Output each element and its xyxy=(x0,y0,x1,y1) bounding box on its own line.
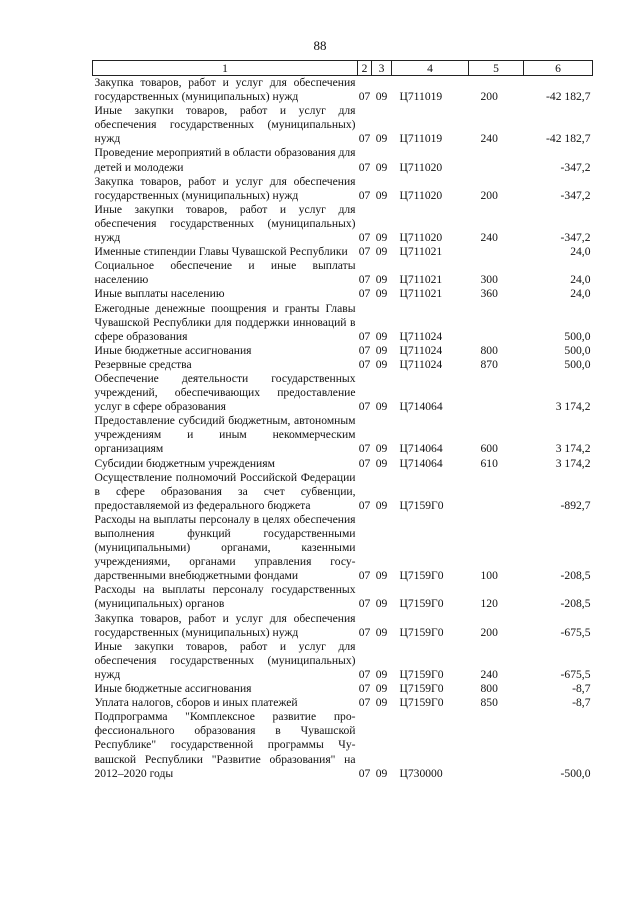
row-amount-cell: 500,0 xyxy=(564,343,591,357)
row-section-cell: 07 xyxy=(358,766,371,780)
row-section-cell: 07 xyxy=(358,245,371,259)
row-name-cell: Обеспечение деятельности государственных учреждений, обеспечивающих предоставление услуг в сфере образования xyxy=(94,371,356,414)
row-target-article-cell: Ц711024 xyxy=(399,329,443,343)
row-section-cell: 07 xyxy=(358,132,371,146)
row-amount-cell: -42 182,7 xyxy=(546,132,591,146)
row-section-cell: 07 xyxy=(358,597,371,611)
row-expense-type-cell xyxy=(469,471,524,513)
row-expense-type-cell xyxy=(469,372,524,414)
row-expense-type-cell: 240 xyxy=(480,231,498,245)
row-subsection-cell: 09 xyxy=(375,245,388,259)
row-subsection-cell: 09 xyxy=(375,132,388,146)
row-subsection-cell: 09 xyxy=(375,273,388,287)
row-subsection-cell: 09 xyxy=(375,625,388,639)
row-amount-cell: 24,0 xyxy=(570,287,591,301)
row-name-cell: Резервные средства xyxy=(94,357,192,371)
row-subsection-cell: 09 xyxy=(375,667,388,681)
row-section-cell: 07 xyxy=(358,329,371,343)
row-expense-type-cell: 300 xyxy=(480,273,498,287)
row-target-article-cell: Ц714064 xyxy=(399,442,443,456)
row-subsection-cell: 09 xyxy=(375,287,388,301)
page-number: 88 xyxy=(313,38,327,53)
row-name-cell: Проведение мероприятий в области образования для детей и молодежи xyxy=(94,146,356,174)
table-row xyxy=(93,710,593,780)
row-amount-cell: -347,2 xyxy=(560,231,591,245)
table-body xyxy=(93,76,593,781)
row-amount-cell: 3 174,2 xyxy=(555,456,591,470)
table-row xyxy=(93,302,593,344)
row-subsection-cell: 09 xyxy=(375,357,388,371)
row-name-cell: Закупка товаров, работ и услуг для обеспечения государственных (муниципальных) нужд xyxy=(94,76,356,104)
row-section-cell: 07 xyxy=(358,343,371,357)
row-target-article-cell: Ц7159Г0 xyxy=(399,682,444,696)
row-subsection-cell: 09 xyxy=(375,400,388,414)
row-name-cell: Закупка товаров, работ и услуг для обеспечения государственных (муниципальных) нужд xyxy=(94,174,356,202)
row-expense-type-cell: 800 xyxy=(480,343,498,357)
header-row xyxy=(93,61,593,76)
row-amount-cell: -675,5 xyxy=(560,667,591,681)
row-expense-type-cell: 200 xyxy=(480,90,498,104)
row-section-cell: 07 xyxy=(358,498,371,512)
row-name-cell: Субсидии бюджетным учреждениям xyxy=(94,456,275,470)
row-amount-cell: -208,5 xyxy=(560,597,591,611)
row-target-article-cell: Ц714064 xyxy=(399,456,443,470)
row-expense-type-cell xyxy=(469,245,524,259)
row-section-cell: 07 xyxy=(358,667,371,681)
table-row xyxy=(93,203,593,245)
table-row xyxy=(93,612,593,640)
row-amount-cell: -42 182,7 xyxy=(546,90,591,104)
row-target-article-cell: Ц711021 xyxy=(399,273,443,287)
row-section-cell: 07 xyxy=(358,231,371,245)
row-section-cell: 07 xyxy=(358,569,371,583)
table-row xyxy=(93,259,593,287)
row-name-cell: Социальное обеспечение и иные выплаты населению xyxy=(94,259,356,287)
row-amount-cell: 500,0 xyxy=(564,357,591,371)
row-section-cell: 07 xyxy=(358,188,371,202)
row-target-article-cell: Ц711024 xyxy=(399,343,443,357)
row-section-cell: 07 xyxy=(358,696,371,710)
row-amount-cell: 24,0 xyxy=(570,245,591,259)
table-row xyxy=(93,104,593,146)
row-name-cell: Иные закупки товаров, работ и услуг для обеспечения государственных (муниципальных) нужд xyxy=(94,104,356,146)
budget-table xyxy=(92,60,593,781)
row-subsection-cell: 09 xyxy=(375,682,388,696)
row-target-article-cell: Ц711021 xyxy=(399,287,443,301)
row-subsection-cell: 09 xyxy=(375,160,388,174)
row-expense-type-cell xyxy=(469,302,524,344)
row-subsection-cell: 09 xyxy=(375,442,388,456)
row-section-cell: 07 xyxy=(358,287,371,301)
table-row xyxy=(93,414,593,456)
row-subsection-cell: 09 xyxy=(375,498,388,512)
table-row xyxy=(93,457,593,471)
row-expense-type-cell xyxy=(469,710,524,780)
row-section-cell: 07 xyxy=(358,160,371,174)
row-subsection-cell: 09 xyxy=(375,456,388,470)
table-row xyxy=(93,471,593,513)
table-row xyxy=(93,358,593,372)
row-expense-type-cell: 600 xyxy=(480,442,498,456)
row-amount-cell: -8,7 xyxy=(572,682,591,696)
table-row xyxy=(93,76,593,105)
row-subsection-cell: 09 xyxy=(375,188,388,202)
row-section-cell: 07 xyxy=(358,357,371,371)
row-target-article-cell: Ц714064 xyxy=(399,400,443,414)
row-expense-type-cell: 850 xyxy=(480,696,498,710)
table-row xyxy=(93,513,593,583)
row-amount-cell: -892,7 xyxy=(560,498,591,512)
row-subsection-cell: 09 xyxy=(375,231,388,245)
row-name-cell: Ежегодные денежные поощрения и гранты Главы Чувашской Республики для поддержки инноваций в сфере образования xyxy=(94,301,356,343)
row-amount-cell: -347,2 xyxy=(560,160,591,174)
row-name-cell: Осуществление полномочий Российской Федерации в сфере образования за счет субвенции, предоставляемой из федерального бюджета xyxy=(94,470,356,512)
row-section-cell: 07 xyxy=(358,400,371,414)
row-subsection-cell: 09 xyxy=(375,597,388,611)
row-amount-cell: -347,2 xyxy=(560,188,591,202)
header-col-1: 1 xyxy=(93,61,358,76)
header-col-5: 5 xyxy=(469,61,524,76)
row-amount-cell: -208,5 xyxy=(560,569,591,583)
row-amount-cell: 24,0 xyxy=(570,273,591,287)
row-expense-type-cell: 120 xyxy=(480,597,498,611)
row-amount-cell: -675,5 xyxy=(560,625,591,639)
row-expense-type-cell: 610 xyxy=(480,456,498,470)
row-target-article-cell: Ц7159Г0 xyxy=(399,696,444,710)
row-expense-type-cell: 240 xyxy=(480,667,498,681)
row-name-cell: Расходы на выплаты персоналу в целях обеспечения выполнения функций государственными (муниципальными) органами, казенными учреждениями, органами управления государственными внебюджетными фондами xyxy=(94,512,356,583)
row-subsection-cell: 09 xyxy=(375,766,388,780)
row-amount-cell: 500,0 xyxy=(564,329,591,343)
table-row xyxy=(93,344,593,358)
row-name-cell: Подпрограмма "Комплексное развитие профессионального образования в Чувашской Республике" государственной программы Чувашской Республики "Развитие образования" на 2012–2020 годы xyxy=(94,710,356,780)
row-expense-type-cell: 360 xyxy=(480,287,498,301)
row-target-article-cell: Ц7159Г0 xyxy=(399,667,444,681)
table-row xyxy=(93,245,593,259)
table-row xyxy=(93,696,593,710)
row-target-article-cell: Ц711020 xyxy=(399,188,443,202)
row-target-article-cell: Ц7159Г0 xyxy=(399,569,444,583)
row-amount-cell: -8,7 xyxy=(572,696,591,710)
row-section-cell: 07 xyxy=(358,456,371,470)
table-row xyxy=(93,287,593,301)
row-target-article-cell: Ц7159Г0 xyxy=(399,498,444,512)
row-subsection-cell: 09 xyxy=(375,569,388,583)
row-amount-cell: -500,0 xyxy=(560,766,591,780)
header-col-4: 4 xyxy=(392,61,469,76)
table-row xyxy=(93,583,593,611)
row-target-article-cell: Ц7159Г0 xyxy=(399,625,444,639)
row-name-cell: Уплата налогов, сборов и иных платежей xyxy=(94,696,298,710)
row-name-cell: Расходы на выплаты персоналу государственных (муниципальных) органов xyxy=(94,583,356,611)
header-col-3: 3 xyxy=(372,61,392,76)
row-subsection-cell: 09 xyxy=(375,343,388,357)
row-section-cell: 07 xyxy=(358,90,371,104)
table-row xyxy=(93,175,593,203)
row-name-cell: Именные стипендии Главы Чувашской Республики xyxy=(94,245,348,259)
table-header xyxy=(93,61,593,76)
row-section-cell: 07 xyxy=(358,682,371,696)
row-expense-type-cell: 200 xyxy=(480,625,498,639)
row-target-article-cell: Ц711019 xyxy=(399,132,443,146)
row-target-article-cell: Ц711024 xyxy=(399,357,443,371)
row-section-cell: 07 xyxy=(358,625,371,639)
table-row xyxy=(93,682,593,696)
row-name-cell: Предоставление субсидий бюджетным, автономным учреждениям и иным некоммерческим организациям xyxy=(94,414,356,456)
row-target-article-cell: Ц730000 xyxy=(399,766,443,780)
row-subsection-cell: 09 xyxy=(375,696,388,710)
row-expense-type-cell: 100 xyxy=(480,569,498,583)
row-section-cell: 07 xyxy=(358,273,371,287)
row-name-cell: Иные закупки товаров, работ и услуг для обеспечения государственных (муниципальных) нужд xyxy=(94,202,356,245)
row-subsection-cell: 09 xyxy=(375,90,388,104)
row-target-article-cell: Ц711020 xyxy=(399,160,443,174)
row-name-cell: Иные бюджетные ассигнования xyxy=(94,682,252,696)
row-section-cell: 07 xyxy=(358,442,371,456)
row-target-article-cell: Ц7159Г0 xyxy=(399,597,444,611)
row-expense-type-cell: 800 xyxy=(480,682,498,696)
row-target-article-cell: Ц711019 xyxy=(399,90,443,104)
row-expense-type-cell: 200 xyxy=(480,188,498,202)
table-row xyxy=(93,640,593,682)
row-name-cell: Закупка товаров, работ и услуг для обеспечения государственных (муниципальных) нужд xyxy=(94,611,356,639)
table-row xyxy=(93,372,593,414)
table-row xyxy=(93,146,593,174)
row-expense-type-cell: 870 xyxy=(480,357,498,371)
row-amount-cell: 3 174,2 xyxy=(555,400,591,414)
row-expense-type-cell: 240 xyxy=(480,132,498,146)
row-subsection-cell: 09 xyxy=(375,329,388,343)
row-amount-cell: 3 174,2 xyxy=(555,442,591,456)
row-expense-type-cell xyxy=(469,146,524,174)
row-target-article-cell: Ц711020 xyxy=(399,231,443,245)
header-col-2: 2 xyxy=(358,61,372,76)
row-target-article-cell: Ц711021 xyxy=(399,245,443,259)
row-name-cell: Иные закупки товаров, работ и услуг для обеспечения государственных (муниципальных) нужд xyxy=(94,639,356,681)
row-name-cell: Иные бюджетные ассигнования xyxy=(94,343,252,357)
header-col-6: 6 xyxy=(524,61,593,76)
row-name-cell: Иные выплаты населению xyxy=(94,287,225,301)
